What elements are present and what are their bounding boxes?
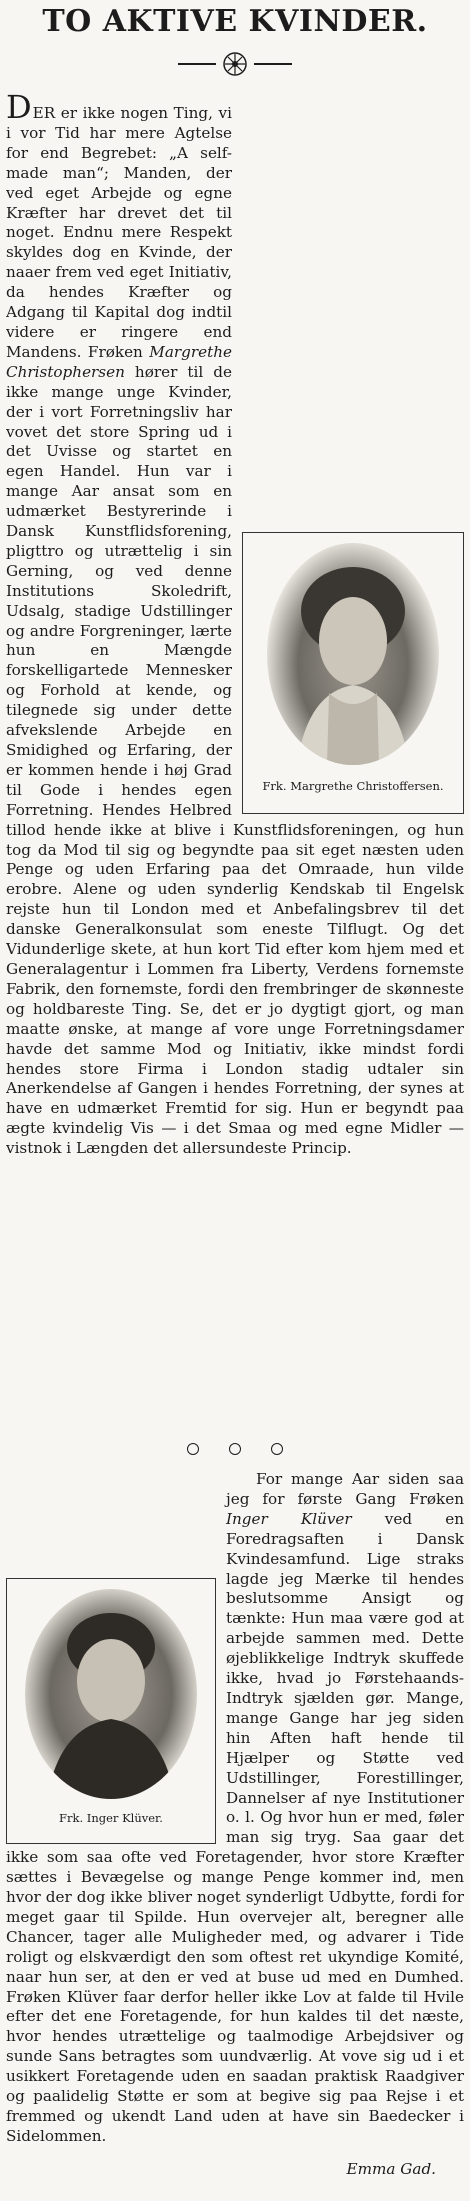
article-margrethe-body [6, 92, 464, 1430]
article1-part-b: hører til de ikke mange unge Kvinder, der i vort Forretningsliv har vovet det store Spring ud i det Uvisse og startet en egen Handel. Hun var i mange Aar ansat som en udmærket Bestyrerinde i Dansk Kunstflidsforening, pligttro og utrættelig i sin Gerning, og ved denne Institutions Skoledrift, Udsalg, stadige Udstillinger og andre Forgreninger, lærte hun en Mængde forskelligartede Mennesker og Forhold at kende, og tilegnede sig under dette afvekslende Arbejde en Smidighed og Erfaring, der er kommen hende i høj Grad til Gode i hendes egen Forretning. Hendes Helbred tillod hende ikke at blive i Kunstflidsforeningen, og hun tog da Mod til sig og begyndte paa sit eget næsten uden Penge og uden Erfaring paa det Omraade, hun vilde erobre. Alene og uden synderlig Kendskab til Engelsk rejste hun til London med et Anbefalingsbrev til det danske Generalkonsulat som eneste Tilflugt. Og det Vidunderlige skete, at hun kort Tid efter kom hjem med et Generalagentur i Lommen fra Liberty, Verdens fornemste Fabrik, den fornemste, fordi den frembringer de skønneste og holdbareste Ting. Se, det er jo dygtigt gjort, og man maatte ønske, at mange af vore unge Forretningsdamer havde det samme Mod og Initiativ, ikke mindst fordi hendes store Firma i London stadig udtaler sin Anerkendelse af Gangen i hendes Forretning, der synes at have en udmærket Fremtid for sig. Hun er begyndt paa ægte kvindelig Vis — i det Smaa og med egne Midler — vistnok i Længden det allersundeste Princip. [6, 362, 464, 1158]
ornament-rule-right [254, 63, 292, 65]
portrait-inger-photo [25, 1589, 197, 1799]
portrait-margrethe [242, 532, 464, 814]
article-title: TO AKTIVE KVINDER. [42, 4, 428, 39]
portrait-inger [6, 1578, 216, 1844]
woman-portrait-icon [267, 543, 439, 765]
article1-name: Margrethe Christophersen [6, 342, 232, 381]
portrait-margrethe-caption: Frk. Margrethe Christoffersen. [262, 779, 444, 793]
portrait-inger-caption: Frk. Inger Klüver. [59, 1811, 163, 1825]
article1-part-a: ER er ikke nogen Ting, vi i vor Tid har mere Agtelse for end Begrebet: „A self-made man“; Manden, der ved eget Arbejde og egne Kræfter har drevet det til noget. Endnu mere Respekt skyldes dog en Kvinde, der naaer frem ved eget Initiativ, da hendes Kræfter og Adgang til Kapital dog indtil videre er ringere end Mandens. Frøken [6, 104, 232, 361]
portrait-margrethe-photo [267, 543, 439, 765]
section-separator [0, 1437, 470, 1461]
separator-circle-3 [271, 1443, 283, 1455]
author-signature: Emma Gad. [346, 2160, 436, 2178]
article2-part-a: For mange Aar siden saa jeg for første Gang Frøken [226, 1470, 464, 1508]
ornament-rule-left [178, 63, 216, 65]
separator-circle-1 [187, 1443, 199, 1455]
separator-circle-2 [229, 1443, 241, 1455]
article-dropcap: D [6, 92, 32, 126]
article-inger-body [6, 1470, 464, 2158]
flower-ornament-icon [222, 51, 248, 77]
article2-part-b: ved en Foredragsaften i Dansk Kvindesamfund. Lige straks lagde jeg Mærke til hendes beslutsomme Ansigt og tænkte: Hun maa være god at arbejde sammen med. Dette øjeblikkelige Indtryk skuffede ikke, hvad jo Førstehaands-Indtryk sjælden gør. Mange, mange Gange har jeg siden hin Aften haft hende til Hjælper og Støtte ved Udstillinger, Forestillinger, Dannelser af nye Institutioner o. l. Og hvor hun er med, føler man sig tryg. Saa gaar det ikke som saa ofte ved Foretagender, hvor store Kræfter sættes i Bevægelse og mange Penge kommer ind, men hvor der dog ikke bliver noget synderligt Udbytte, fordi for meget gaar til Spilde. Hun overvejer alt, beregner alle Chancer, tager alle Muligheder med, og advarer i Tide roligt og elskværdigt den som oftest ret ukyndige Komité, naar hun ser, at den er ved at buse ud med en Dumhed. Frøken Klüver faar derfor heller ikke Lov at falde til Hvile efter det ene Foretagende, for hun kaldes til det næste, hvor hendes utrættelige og taalmodige Arbejdsiver og sunde Sans betragtes som uundværlig. At vove sig ud i et usikkert Foretagende uden en saadan praktisk Raadgiver og paalidelig Støtte er som at begive sig paa Rejse i et fremmed og ukendt Land uden at have sin Baedecker i Sidelommen. [6, 1509, 464, 2145]
woman-portrait-icon [25, 1589, 197, 1799]
title-ornament [0, 46, 470, 82]
article2-name: Inger Klüver [226, 1509, 352, 1528]
